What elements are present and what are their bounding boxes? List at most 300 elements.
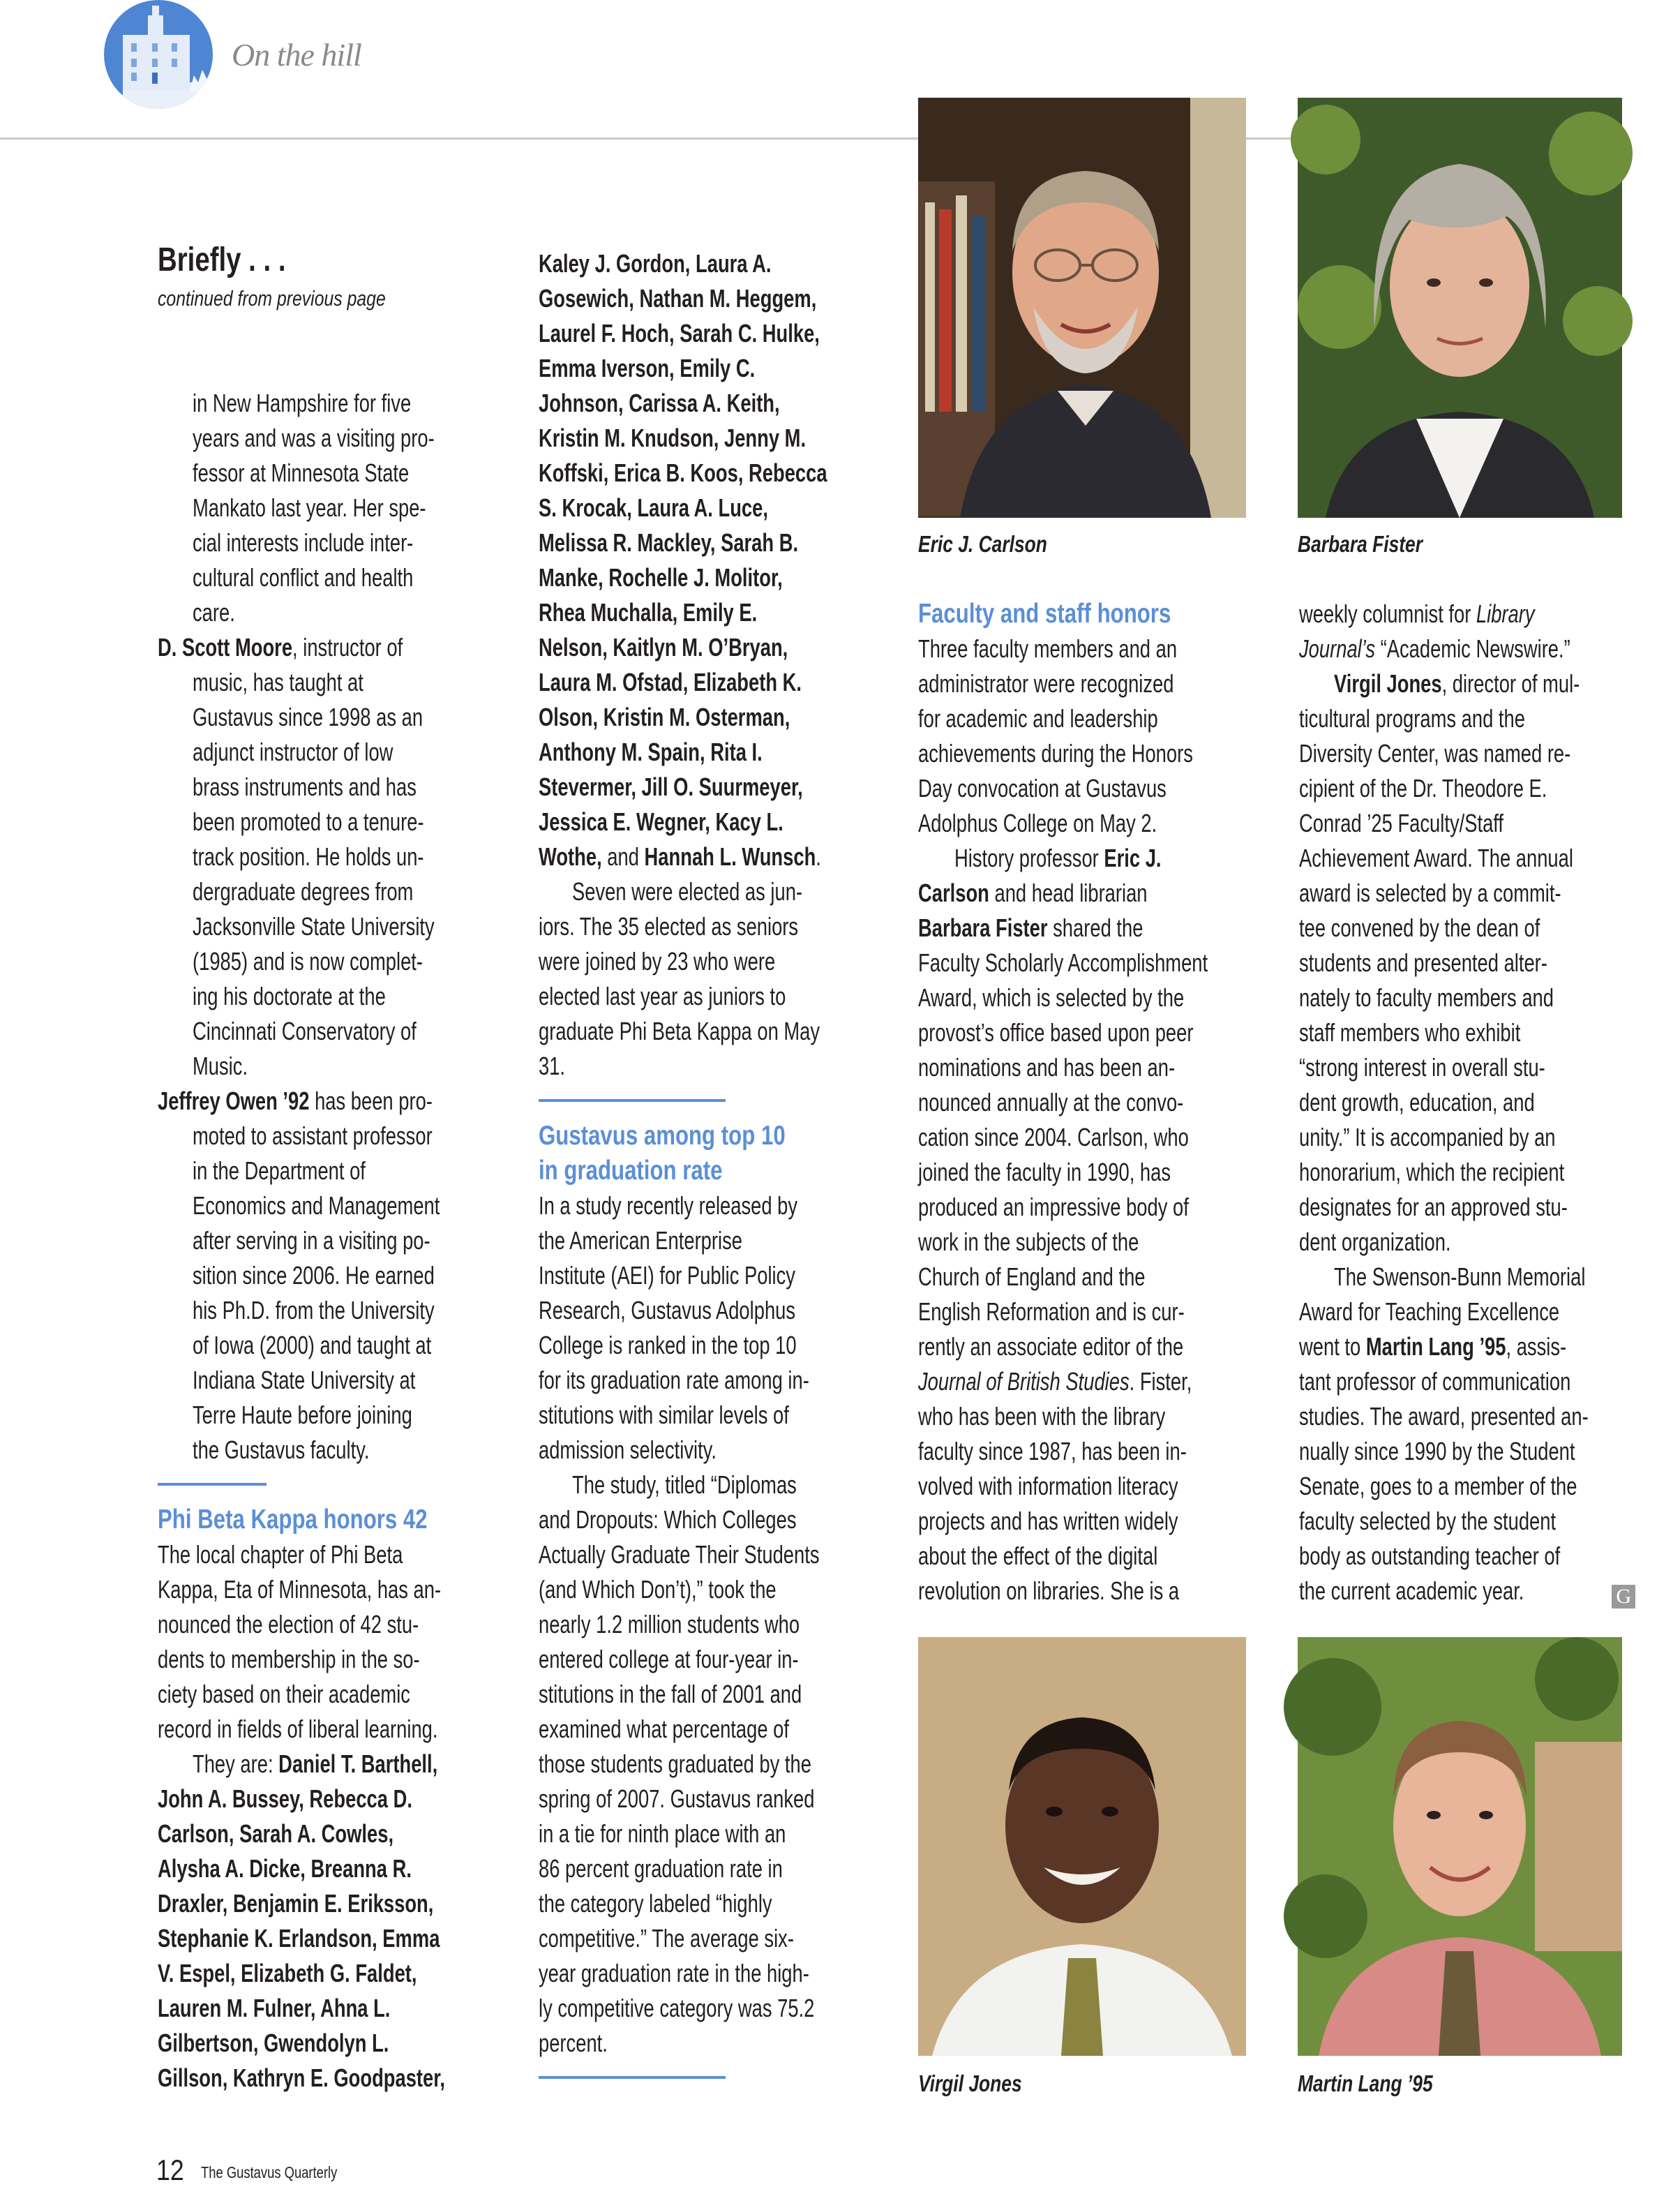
text-line-content: The Swenson-Bunn Memorial bbox=[1334, 1262, 1586, 1291]
text-line-content bbox=[158, 1991, 390, 2026]
section-heading-text: Phi Beta Kappa honors 42 bbox=[158, 1505, 428, 1535]
text-line-content bbox=[539, 560, 783, 595]
text-line bbox=[158, 1363, 520, 1398]
text-line-content bbox=[193, 1747, 437, 1782]
text-line bbox=[539, 246, 887, 281]
bold-name: Koffski, Erica B. Koos, Rebecca bbox=[539, 458, 827, 487]
text-line bbox=[918, 980, 1253, 1015]
text-run: . Fister, bbox=[1129, 1367, 1192, 1396]
text-line bbox=[918, 1329, 1253, 1364]
text-line-content: dergraduate degrees from bbox=[193, 877, 414, 906]
text-line-content bbox=[918, 1364, 1192, 1399]
text-line bbox=[539, 1886, 887, 1921]
column-3 bbox=[918, 597, 1253, 1608]
text-run: went to bbox=[1299, 1332, 1366, 1361]
text-line-content bbox=[158, 2061, 445, 2096]
text-line bbox=[158, 909, 520, 944]
text-line bbox=[539, 1293, 887, 1328]
text-line-content bbox=[158, 1782, 412, 1816]
text-line-content: dents to membership in the so- bbox=[158, 1645, 420, 1673]
text-line bbox=[1299, 1504, 1620, 1539]
text-line bbox=[1299, 1539, 1620, 1574]
text-line bbox=[918, 1155, 1253, 1190]
text-line bbox=[539, 839, 887, 874]
text-line-content bbox=[954, 841, 1162, 876]
bold-name: Olson, Kristin M. Osterman, bbox=[539, 703, 790, 731]
text-line bbox=[918, 1225, 1253, 1260]
text-line-content: Three faculty members and an bbox=[918, 634, 1178, 663]
text-line bbox=[1299, 1120, 1620, 1155]
text-line-content bbox=[539, 805, 783, 839]
text-line-content: cultural conflict and health bbox=[193, 563, 414, 592]
text-run: They are: bbox=[193, 1749, 279, 1778]
text-line-content bbox=[539, 421, 806, 456]
text-line bbox=[158, 1188, 520, 1223]
text-line-content: Seven were elected as jun- bbox=[572, 877, 803, 906]
photo-caption: Virgil Jones bbox=[918, 2070, 1022, 2096]
text-line bbox=[158, 1293, 520, 1328]
text-line-content: administrator were recognized bbox=[918, 669, 1174, 698]
text-line-content: Church of England and the bbox=[918, 1262, 1146, 1291]
text-line bbox=[539, 630, 887, 665]
text-line bbox=[1299, 597, 1620, 632]
text-line-content: nually since 1990 by the Student bbox=[1299, 1437, 1575, 1465]
text-line bbox=[539, 1851, 887, 1886]
text-line-content: In a study recently released by bbox=[539, 1191, 798, 1220]
bold-name: Stevermer, Jill O. Suurmeyer, bbox=[539, 772, 803, 801]
text-line bbox=[539, 316, 887, 351]
text-line-content: tee convened by the dean of bbox=[1299, 913, 1540, 942]
text-line bbox=[158, 1084, 520, 1119]
text-line bbox=[539, 351, 887, 386]
text-line bbox=[158, 1223, 520, 1258]
text-line bbox=[158, 1816, 520, 1851]
text-line-content: Diversity Center, was named re- bbox=[1299, 739, 1571, 768]
text-line bbox=[918, 1120, 1253, 1155]
text-line bbox=[158, 525, 520, 560]
text-line-content: Gustavus since 1998 as an bbox=[193, 703, 423, 731]
text-line-content: spring of 2007. Gustavus ranked bbox=[539, 1784, 815, 1813]
text-line bbox=[918, 1085, 1253, 1120]
text-line-content: Conrad ’25 Faculty/Staff bbox=[1299, 809, 1504, 837]
text-line-content: his Ph.D. from the University bbox=[193, 1296, 435, 1324]
text-line bbox=[1299, 1050, 1620, 1085]
section-heading-text: Faculty and staff honors bbox=[918, 599, 1171, 629]
text-line bbox=[158, 1433, 520, 1468]
text-line-content bbox=[158, 1956, 417, 1991]
text-line bbox=[158, 770, 520, 805]
text-line bbox=[158, 456, 520, 491]
text-line bbox=[1299, 1329, 1620, 1364]
text-line-content bbox=[1334, 666, 1580, 701]
text-line bbox=[918, 1539, 1253, 1574]
text-line-content: Faculty Scholarly Accomplishment bbox=[918, 948, 1208, 977]
text-line bbox=[539, 1572, 887, 1607]
bold-name: Barbara Fister bbox=[918, 913, 1048, 942]
bold-name: V. Espel, Elizabeth G. Faldet, bbox=[158, 1959, 417, 1987]
text-line bbox=[918, 911, 1253, 946]
text-line-content: Actually Graduate Their Students bbox=[539, 1540, 820, 1569]
text-line-content bbox=[539, 491, 768, 525]
text-line bbox=[1299, 1399, 1620, 1434]
text-line-content: adjunct instructor of low bbox=[193, 738, 393, 766]
bold-name: Alysha A. Dicke, Breanna R. bbox=[158, 1854, 412, 1883]
text-line-content bbox=[158, 1084, 433, 1119]
bold-name: John A. Bussey, Rebecca D. bbox=[158, 1784, 412, 1813]
text-line-content: nounced the election of 42 stu- bbox=[158, 1610, 419, 1639]
text-line-content: Indiana State University at bbox=[193, 1366, 416, 1394]
text-line-content: body as outstanding teacher of bbox=[1299, 1542, 1561, 1570]
text-line-content: faculty since 1987, has been in- bbox=[918, 1437, 1187, 1465]
text-line-content: in New Hampshire for five bbox=[193, 389, 412, 417]
text-line bbox=[1299, 1469, 1620, 1504]
text-line-content bbox=[539, 630, 788, 665]
bold-name: Laurel F. Hoch, Sarah C. Hulke, bbox=[539, 319, 820, 348]
text-line bbox=[918, 736, 1253, 771]
text-line bbox=[1299, 1434, 1620, 1469]
text-line-content: Kappa, Eta of Minnesota, has an- bbox=[158, 1575, 442, 1604]
text-line-content: graduate Phi Beta Kappa on May bbox=[539, 1017, 820, 1045]
text-line bbox=[539, 1991, 887, 2026]
bold-name: Nelson, Kaitlyn M. O’Bryan, bbox=[539, 633, 788, 662]
text-line bbox=[539, 1921, 887, 1956]
text-line-content: Day convocation at Gustavus bbox=[918, 774, 1167, 803]
text-line-content: stitutions with similar levels of bbox=[539, 1401, 789, 1429]
section-title: On the hill bbox=[232, 37, 361, 73]
text-line bbox=[158, 421, 520, 456]
text-run: , instructor of bbox=[292, 633, 403, 662]
text-line bbox=[158, 1398, 520, 1433]
text-line bbox=[539, 2026, 887, 2061]
text-line-content bbox=[539, 456, 827, 491]
text-line-content: dent growth, education, and bbox=[1299, 1088, 1535, 1117]
text-line bbox=[539, 491, 887, 525]
text-line bbox=[539, 1258, 887, 1293]
section-divider bbox=[539, 2061, 887, 2096]
text-line-content: joined the faculty in 1990, has bbox=[918, 1158, 1171, 1186]
text-line bbox=[1299, 1364, 1620, 1399]
text-line-content: students and presented alter- bbox=[1299, 948, 1547, 977]
text-run: weekly columnist for bbox=[1299, 599, 1476, 628]
bold-name: Manke, Rochelle J. Molitor, bbox=[539, 563, 783, 592]
text-line-content: ing his doctorate at the bbox=[193, 982, 386, 1010]
text-line bbox=[1299, 1085, 1620, 1120]
bold-name: Jessica E. Wegner, Kacy L. bbox=[539, 807, 783, 836]
text-line bbox=[1299, 666, 1620, 701]
column-2 bbox=[539, 246, 887, 2096]
text-line bbox=[918, 1574, 1253, 1608]
text-line bbox=[1299, 1294, 1620, 1329]
text-line bbox=[539, 421, 887, 456]
column-1 bbox=[158, 386, 520, 2096]
section-divider bbox=[158, 1468, 520, 1502]
bold-name: Gilbertson, Gwendolyn L. bbox=[158, 2029, 389, 2057]
text-line bbox=[158, 1049, 520, 1084]
text-line-content: those students graduated by the bbox=[539, 1749, 811, 1778]
text-line-content: College is ranked in the top 10 bbox=[539, 1331, 797, 1359]
text-line-content bbox=[539, 316, 820, 351]
text-line-content: who has been with the library bbox=[918, 1402, 1166, 1431]
text-line bbox=[158, 1747, 520, 1782]
text-line-content: tant professor of communication bbox=[1299, 1367, 1571, 1396]
text-line bbox=[918, 1260, 1253, 1294]
text-line-content: record in fields of liberal learning. bbox=[158, 1715, 438, 1743]
text-line-content: for its graduation rate among in- bbox=[539, 1366, 809, 1394]
text-line bbox=[539, 595, 887, 630]
text-line-content: been promoted to a tenure- bbox=[193, 807, 424, 836]
text-line bbox=[1299, 1155, 1620, 1190]
text-line bbox=[158, 386, 520, 421]
text-line-content: Institute (AEI) for Public Policy bbox=[539, 1261, 795, 1290]
text-line bbox=[158, 1258, 520, 1293]
text-line-content: studies. The award, presented an- bbox=[1299, 1402, 1589, 1431]
text-line-content bbox=[1299, 597, 1535, 632]
text-line bbox=[918, 666, 1253, 701]
text-line-content bbox=[539, 665, 802, 700]
publication-name: The Gustavus Quarterly bbox=[201, 2163, 338, 2181]
text-line-content: nounced annually at the convo- bbox=[918, 1088, 1184, 1117]
text-line-content: revolution on libraries. She is a bbox=[918, 1576, 1180, 1605]
bold-name: Gosewich, Nathan M. Heggem, bbox=[539, 284, 817, 313]
text-line-content: in a tie for ninth place with an bbox=[539, 1819, 786, 1848]
text-line bbox=[1299, 876, 1620, 911]
text-line bbox=[158, 1537, 520, 1572]
text-line bbox=[158, 1956, 520, 1991]
photo-caption: Martin Lang ’95 bbox=[1298, 2070, 1433, 2096]
text-line bbox=[158, 1851, 520, 1886]
text-line bbox=[158, 1991, 520, 2026]
text-line bbox=[158, 1782, 520, 1816]
text-line-content: for academic and leadership bbox=[918, 704, 1158, 733]
text-line-content: the category labeled “highly bbox=[539, 1889, 772, 1918]
text-line-content: volved with information literacy bbox=[918, 1472, 1178, 1500]
text-line-content: Jacksonville State University bbox=[193, 912, 435, 941]
text-line bbox=[918, 806, 1253, 841]
continued-note: continued from previous page bbox=[158, 286, 386, 311]
text-line-content: track position. He holds un- bbox=[193, 842, 424, 871]
section-heading-text: in graduation rate bbox=[539, 1156, 723, 1186]
text-run: “Academic Newswire.” bbox=[1375, 634, 1570, 663]
text-line-content: ciety based on their academic bbox=[158, 1680, 410, 1708]
text-line-content bbox=[158, 1921, 440, 1956]
bold-name: Emma Iverson, Emily C. bbox=[539, 354, 756, 382]
text-line bbox=[539, 1677, 887, 1712]
column-4 bbox=[1299, 597, 1632, 1608]
text-line-content bbox=[158, 630, 403, 665]
text-run: , assis- bbox=[1506, 1332, 1567, 1361]
text-line-content bbox=[539, 735, 763, 770]
text-line bbox=[539, 1398, 887, 1433]
text-line bbox=[539, 1642, 887, 1677]
text-line bbox=[158, 1119, 520, 1154]
text-line-content bbox=[539, 351, 755, 386]
text-line-content bbox=[918, 911, 1143, 946]
text-line-content: Mankato last year. Her spe- bbox=[193, 493, 426, 522]
text-line-content: cipient of the Dr. Theodore E. bbox=[1299, 774, 1547, 803]
text-line-content: percent. bbox=[539, 2029, 608, 2057]
bold-name: Stephanie K. Erlandson, Emma bbox=[158, 1924, 440, 1953]
bold-name: Carlson bbox=[918, 879, 989, 907]
text-line bbox=[539, 1747, 887, 1782]
text-line bbox=[539, 1956, 887, 1991]
text-line bbox=[1299, 841, 1620, 876]
text-run: . bbox=[816, 842, 821, 871]
text-line-content: unity.” It is accompanied by an bbox=[1299, 1123, 1556, 1151]
text-line bbox=[158, 1921, 520, 1956]
text-line bbox=[539, 770, 887, 805]
text-line bbox=[1299, 1260, 1620, 1294]
photo-barbara-fister bbox=[1298, 98, 1622, 518]
text-line bbox=[158, 1014, 520, 1049]
text-run: the current academic year. bbox=[1299, 1576, 1524, 1605]
photo-martin-lang bbox=[1298, 1637, 1622, 2056]
text-line bbox=[158, 560, 520, 595]
bold-name: Anthony M. Spain, Rita I. bbox=[539, 738, 763, 766]
text-line bbox=[1299, 771, 1620, 806]
text-line-content bbox=[1299, 1574, 1524, 1608]
text-line-content: rently an associate editor of the bbox=[918, 1332, 1184, 1361]
text-line bbox=[1299, 1225, 1620, 1260]
college-building-logo bbox=[103, 0, 213, 109]
text-line bbox=[539, 1328, 887, 1363]
text-line-content: music, has taught at bbox=[193, 668, 363, 696]
bold-name: Melissa R. Mackley, Sarah B. bbox=[539, 528, 799, 557]
text-line-content: competitive.” The average six- bbox=[539, 1924, 794, 1953]
text-line bbox=[918, 1469, 1253, 1504]
text-line-content: fessor at Minnesota State bbox=[193, 458, 410, 487]
text-line-content: Terre Haute before joining bbox=[193, 1401, 412, 1429]
text-line bbox=[1299, 980, 1620, 1015]
text-line-content bbox=[539, 386, 780, 421]
bold-name: Wothe, bbox=[539, 842, 602, 871]
bold-name: Kaley J. Gordon, Laura A. bbox=[539, 249, 772, 278]
bold-name: Eric J. bbox=[1104, 844, 1162, 872]
bold-name: Kristin M. Knudson, Jenny M. bbox=[539, 424, 807, 452]
text-line bbox=[918, 1399, 1253, 1434]
text-line bbox=[539, 1468, 887, 1502]
text-line bbox=[918, 1190, 1253, 1225]
text-line-content: work in the subjects of the bbox=[918, 1227, 1139, 1256]
text-line-content bbox=[158, 1851, 412, 1886]
text-line bbox=[918, 771, 1253, 806]
text-line-content bbox=[539, 770, 803, 805]
bold-name: Daniel T. Barthell, bbox=[278, 1749, 438, 1778]
text-line bbox=[539, 560, 887, 595]
text-line-content: (1985) and is now complet- bbox=[193, 947, 423, 976]
text-line bbox=[158, 1154, 520, 1188]
text-line-content: elected last year as juniors to bbox=[539, 982, 786, 1010]
text-line-content: and Dropouts: Which Colleges bbox=[539, 1505, 797, 1534]
section-divider bbox=[539, 1084, 887, 1119]
text-line bbox=[158, 2061, 520, 2096]
text-line bbox=[158, 595, 520, 630]
text-line-content bbox=[539, 281, 816, 316]
text-line-content: of Iowa (2000) and taught at bbox=[193, 1331, 432, 1359]
text-line bbox=[539, 700, 887, 735]
text-line bbox=[918, 1504, 1253, 1539]
text-line-content: 31. bbox=[539, 1052, 566, 1080]
text-line bbox=[1299, 1015, 1620, 1050]
text-line-content: Senate, goes to a member of the bbox=[1299, 1472, 1577, 1500]
text-line bbox=[918, 701, 1253, 736]
text-line-content: dent organization. bbox=[1299, 1227, 1451, 1256]
text-line-content: years and was a visiting pro- bbox=[193, 424, 435, 452]
text-line-content: nearly 1.2 million students who bbox=[539, 1610, 800, 1639]
text-line-content bbox=[918, 876, 1148, 911]
text-line bbox=[158, 1886, 520, 1921]
bold-name: Draxler, Benjamin E. Eriksson, bbox=[158, 1889, 434, 1918]
text-run: and bbox=[601, 842, 645, 871]
text-line bbox=[1299, 946, 1620, 980]
bold-name: D. Scott Moore bbox=[158, 633, 293, 662]
photo-caption: Barbara Fister bbox=[1298, 531, 1423, 557]
text-line bbox=[539, 944, 887, 979]
text-run: History professor bbox=[954, 844, 1104, 872]
text-line-content: Cincinnati Conservatory of bbox=[193, 1017, 417, 1045]
section-heading-text: Gustavus among top 10 bbox=[539, 1121, 786, 1151]
text-line-content: staff members who exhibit bbox=[1299, 1018, 1521, 1047]
text-line-content: care. bbox=[193, 598, 235, 627]
photo-virgil-jones bbox=[918, 1637, 1246, 2056]
text-line bbox=[539, 456, 887, 491]
text-line bbox=[918, 841, 1253, 876]
text-line-content: in the Department of bbox=[193, 1156, 366, 1185]
text-line-content: designates for an approved stu- bbox=[1299, 1193, 1568, 1221]
end-of-article-icon: G bbox=[1612, 1585, 1635, 1608]
photo-eric-carlson bbox=[918, 98, 1246, 518]
text-line bbox=[158, 1607, 520, 1642]
text-line-content: about the effect of the digital bbox=[918, 1542, 1158, 1570]
text-line-content bbox=[1299, 632, 1570, 666]
text-line-content: Economics and Management bbox=[193, 1191, 440, 1220]
section-heading bbox=[918, 597, 1253, 632]
text-line-content: sition since 2006. He earned bbox=[193, 1261, 435, 1290]
text-line-content: entered college at four-year in- bbox=[539, 1645, 799, 1673]
bold-name: Carlson, Sarah A. Cowles, bbox=[158, 1819, 394, 1848]
text-line bbox=[918, 632, 1253, 666]
text-line bbox=[539, 735, 887, 770]
text-line-content: Award for Teaching Excellence bbox=[1299, 1297, 1560, 1326]
text-line-content: Achievement Award. The annual bbox=[1299, 844, 1573, 872]
text-line bbox=[1299, 911, 1620, 946]
text-line-content: nominations and has been an- bbox=[918, 1053, 1176, 1082]
text-line-content: 86 percent graduation rate in bbox=[539, 1854, 783, 1883]
text-line-content bbox=[539, 595, 757, 630]
bold-name: Gillson, Kathryn E. Goodpaster, bbox=[158, 2063, 445, 2092]
bold-name: S. Krocak, Laura A. Luce, bbox=[539, 493, 768, 522]
text-line-content bbox=[539, 246, 771, 281]
bold-name: Laura M. Ofstad, Elizabeth K. bbox=[539, 668, 802, 696]
text-line-content: nately to faculty members and bbox=[1299, 983, 1554, 1012]
text-line bbox=[539, 874, 887, 909]
text-line-content: projects and has written widely bbox=[918, 1507, 1178, 1535]
text-line bbox=[158, 630, 520, 665]
text-line bbox=[158, 839, 520, 874]
text-line bbox=[539, 525, 887, 560]
text-line bbox=[158, 1642, 520, 1677]
text-line bbox=[1299, 1574, 1632, 1608]
text-line bbox=[539, 665, 887, 700]
text-line bbox=[158, 700, 520, 735]
text-line-content: produced an impressive body of bbox=[918, 1193, 1189, 1221]
text-line bbox=[158, 735, 520, 770]
text-line bbox=[539, 1049, 887, 1084]
text-line bbox=[918, 1015, 1253, 1050]
text-line-content: admission selectivity. bbox=[539, 1435, 717, 1464]
text-line-content: “strong interest in overall stu- bbox=[1299, 1053, 1545, 1082]
text-line bbox=[918, 1364, 1253, 1399]
text-line-content: The study, titled “Diplomas bbox=[572, 1470, 797, 1499]
